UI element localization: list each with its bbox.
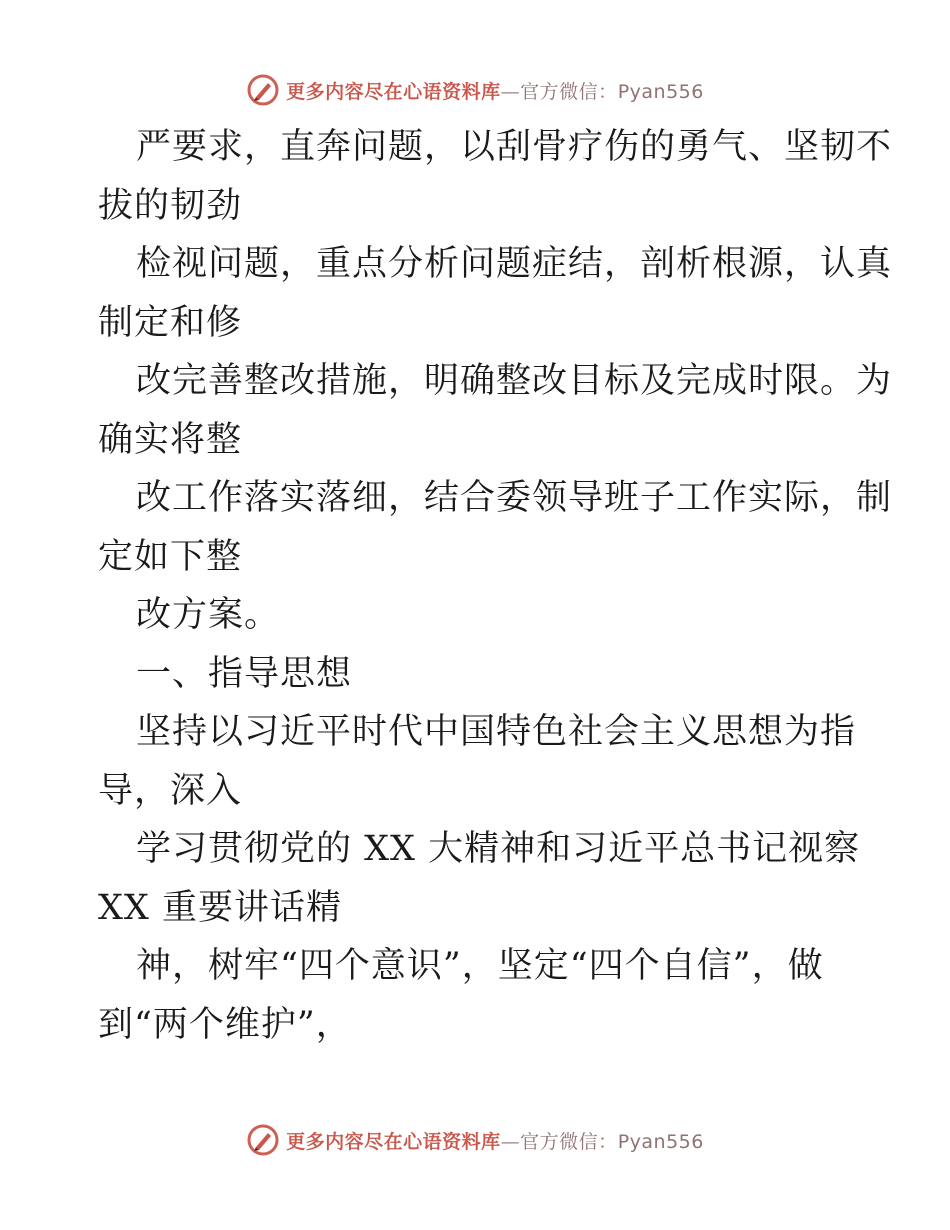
watermark-group	[246, 73, 704, 107]
text-line: 严要求，直奔问题，以刮骨疗伤的勇气、坚韧不	[136, 127, 893, 167]
text-line: 定如下整	[98, 536, 243, 577]
text-line: 神，树牢“四个意识”，坚定“四个自信”，做	[136, 946, 824, 986]
text-line: 一、指导思想	[136, 653, 353, 694]
pen-logo-icon	[246, 1123, 280, 1157]
watermark-group	[246, 1123, 704, 1157]
text-line: XX 重要讲话精	[98, 887, 342, 928]
watermark-text	[286, 77, 704, 104]
text-line: 改完善整改措施，明确整改目标及完成时限。为	[136, 361, 893, 401]
body-text	[98, 118, 893, 1054]
text-line: 确实将整	[98, 419, 243, 460]
watermark-wechat-id: Pyan556	[617, 1130, 704, 1153]
text-line: 坚持以习近平时代中国特色社会主义思想为指	[136, 712, 857, 752]
text-line: 学习贯彻党的 XX 大精神和习近平总书记视察	[136, 829, 861, 869]
text-line: 导，深入	[98, 770, 243, 811]
text-line: 制定和修	[98, 302, 243, 343]
footer-watermark	[0, 1120, 950, 1160]
watermark-wechat-label: 官方微信：	[520, 80, 618, 103]
watermark-text	[286, 1127, 704, 1154]
text-line: 改方案。	[136, 595, 281, 635]
watermark-wechat-id: Pyan556	[617, 80, 704, 103]
watermark-brand: 更多内容尽在心语资料库	[286, 1130, 501, 1153]
pen-logo-icon	[246, 73, 280, 107]
watermark-separator: —	[500, 1130, 521, 1153]
header-watermark	[0, 70, 950, 110]
watermark-wechat-label: 官方微信：	[520, 1130, 618, 1153]
watermark-separator: —	[500, 80, 521, 103]
watermark-brand: 更多内容尽在心语资料库	[286, 80, 501, 103]
text-line: 拔的韧劲	[98, 185, 243, 226]
text-line: 改工作落实落细，结合委领导班子工作实际，制	[136, 478, 893, 518]
text-line: 检视问题，重点分析问题症结，剖析根源，认真	[136, 244, 893, 284]
text-line: 到“两个维护”，	[98, 1004, 352, 1045]
